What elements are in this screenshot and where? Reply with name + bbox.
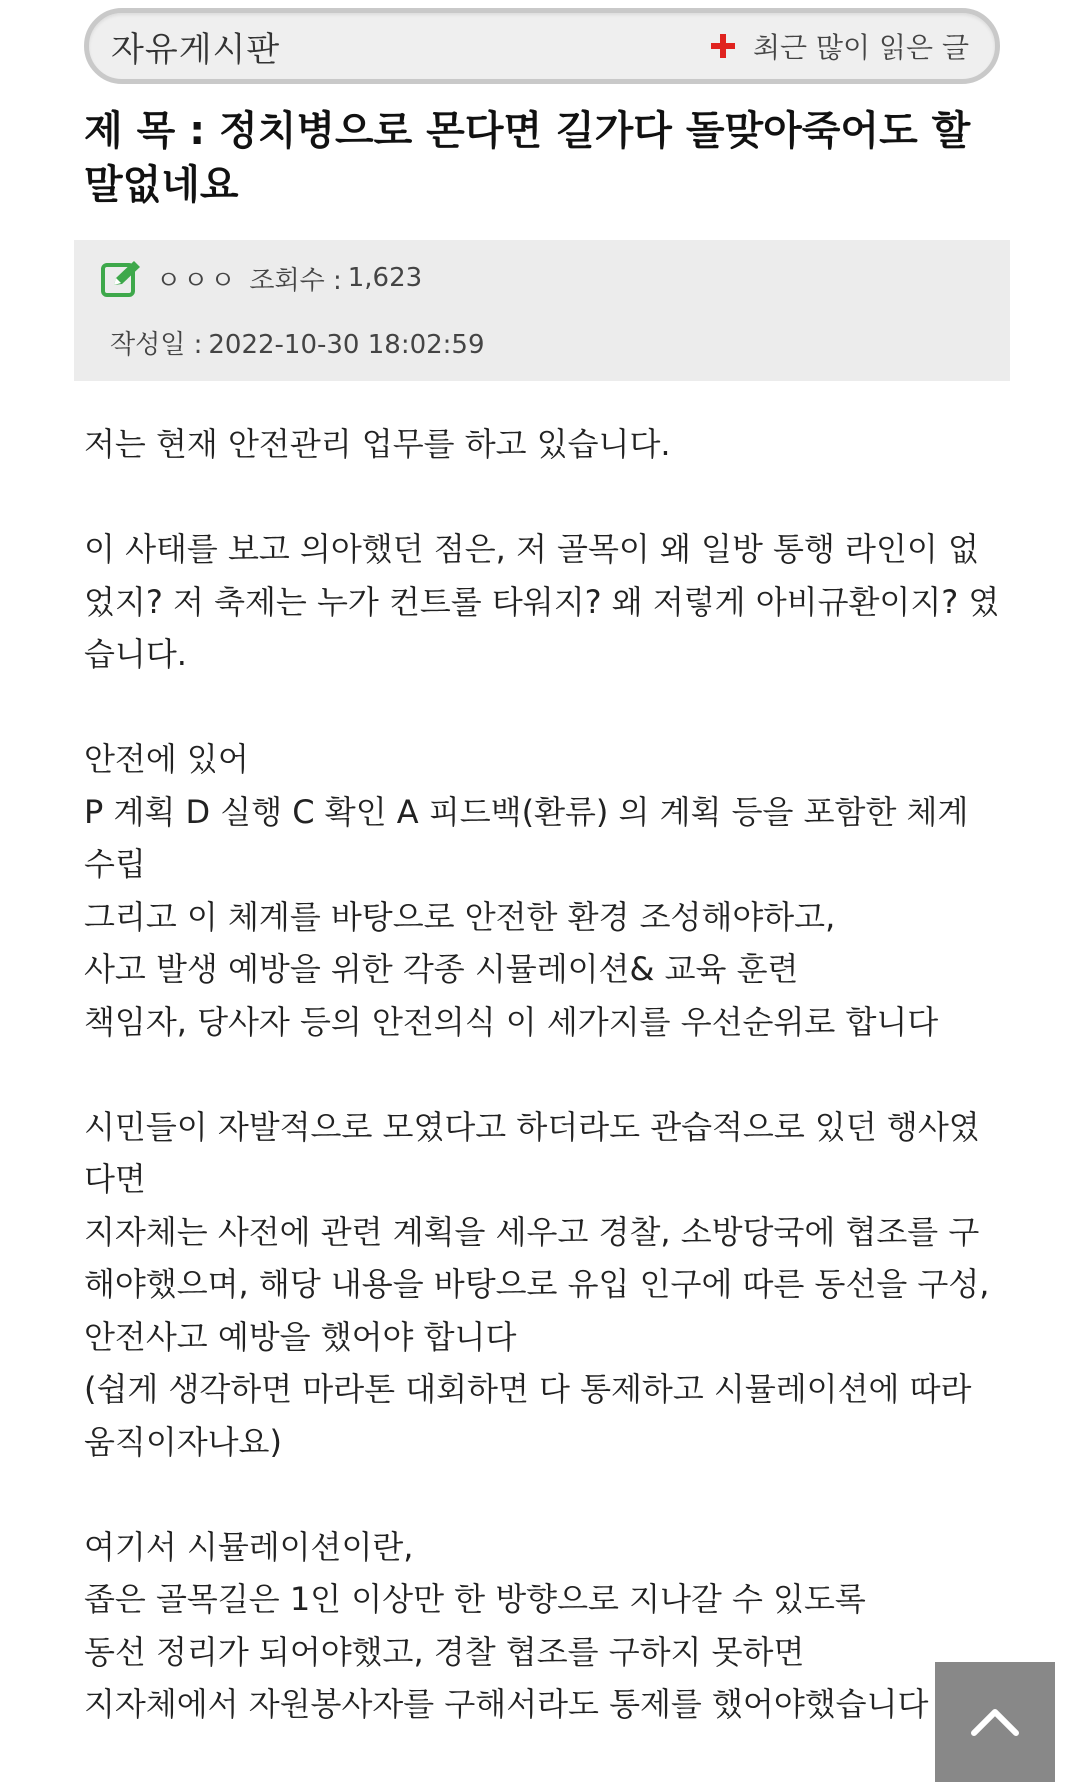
body-line: 저는 현재 안전관리 업무를 하고 있습니다. — [84, 425, 671, 463]
body-line: 안전에 있어 — [84, 740, 249, 778]
body-line: 동선 정리가 되어야했고, 경찰 협조를 구하지 못하면 — [84, 1632, 805, 1671]
views-label: 조회수 : — [249, 265, 342, 296]
popular-posts-link[interactable] — [711, 26, 969, 66]
body-line: 책임자, 당사자 등의 안전의식 이 세가지를 우선순위로 합니다 — [84, 1002, 939, 1041]
body-line: P 계획 D 실행 C 확인 A 피드백(환류) 의 계획 등을 포함한 체계 수립 — [84, 792, 969, 883]
body-paragraph — [84, 1101, 1009, 1469]
body-line: 시민들이 자발적으로 모였다고 하더라도 관습적으로 있던 행사였다면 — [84, 1107, 980, 1198]
body-paragraph — [84, 523, 1009, 681]
meta-author-row — [100, 258, 422, 298]
body-paragraph — [84, 1521, 1009, 1731]
post-title: 제 목 : 정치병으로 몬다면 길가다 돌맞아죽어도 할말없네요 — [84, 108, 971, 208]
date-label: 작성일 : — [110, 330, 203, 360]
body-paragraph — [84, 733, 1009, 1048]
scroll-to-top-button[interactable] — [935, 1662, 1055, 1782]
board-name[interactable]: 자유게시판 — [111, 29, 281, 70]
pencil-edit-icon — [100, 258, 144, 298]
body-line: (쉽게 생각하면 마라톤 대회하면 다 통제하고 시뮬레이션에 따라 움직이자나요) — [84, 1370, 972, 1461]
post-date: 2022-10-30 18:02:59 — [208, 330, 485, 360]
body-line: 지자체에서 자원봉사자를 구해서라도 통제를 했어야했습니다 — [84, 1685, 929, 1723]
author-name[interactable]: ㅇㅇㅇ — [156, 265, 238, 296]
meta-date-row — [110, 324, 491, 361]
chevron-up-icon — [969, 1706, 1021, 1738]
body-line: 여기서 시뮬레이션이란, — [84, 1527, 414, 1566]
views-count: 1,623 — [347, 263, 423, 293]
board-header — [84, 8, 1000, 84]
popular-posts-label: 최근 많이 읽은 글 — [752, 31, 969, 64]
body-line: 이 사태를 보고 의아했던 점은, 저 골목이 왜 일방 통행 라인이 없었지? 저 축제는 누가 컨트롤 타워지? 왜 저렇게 아비규환이지? 였습니다. — [84, 530, 1000, 673]
body-line: 지자체는 사전에 관련 계획을 세우고 경찰, 소방당국에 협조를 구해야했으며, 해당 내용을 바탕으로 유입 인구에 따른 동선을 구성, 안전사고 예방을 했어야 합니다 — [84, 1212, 990, 1356]
body-line: 좁은 골목길은 1인 이상만 한 방향으로 지나갈 수 있도록 — [84, 1580, 866, 1618]
red-plus-icon — [711, 34, 735, 58]
body-line: 사고 발생 예방을 위한 각종 시뮬레이션& 교육 훈련 — [84, 950, 799, 988]
body-paragraph — [84, 418, 1009, 471]
body-line: 그리고 이 체계를 바탕으로 안전한 환경 조성해야하고, — [84, 897, 836, 936]
post-meta — [74, 240, 1010, 381]
post-body — [84, 418, 1009, 1731]
